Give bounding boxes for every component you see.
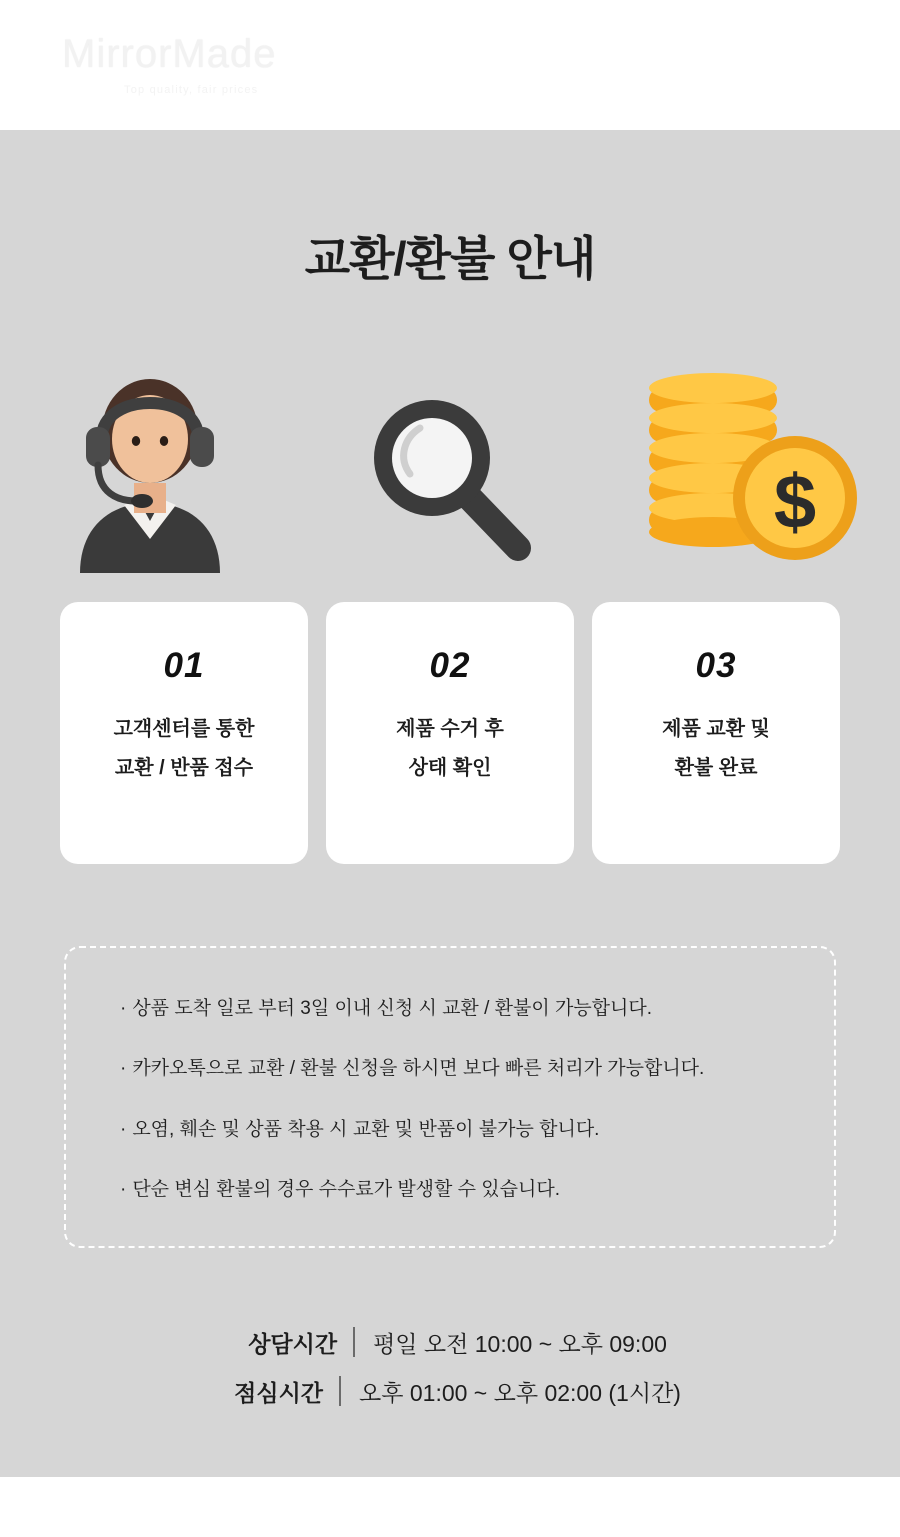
brand-tagline: Top quality, fair prices [124, 84, 259, 96]
step-line: 제품 교환 및 [662, 718, 770, 740]
note-text: 카카오톡으로 교환 / 환불 신청을 하시면 보다 빠른 처리가 가능합니다. [132, 1058, 705, 1080]
step-number: 03 [695, 646, 737, 685]
hours-label: 상담시간 [248, 1330, 338, 1357]
step-number: 02 [429, 646, 471, 685]
brand-header [0, 0, 900, 130]
magnifier-icon [350, 376, 550, 576]
list-item [120, 994, 780, 1024]
bullet-icon: · [120, 998, 127, 1019]
page-title: 교환/환불 안내 [304, 232, 596, 285]
hours-row [219, 1375, 681, 1408]
step-text [662, 710, 770, 788]
icon-cell-1 [30, 351, 270, 576]
hours-value: 오후 01:00 ~ 오후 02:00 (1시간) [359, 1379, 681, 1406]
headset-agent-icon [50, 361, 250, 576]
service-hours [0, 1326, 900, 1408]
bullet-icon: · [120, 1179, 127, 1201]
step-card-1 [60, 602, 308, 864]
bullet-icon: · [120, 1118, 127, 1140]
step-text [396, 710, 504, 788]
note-text: 단순 변심 환불의 경우 수수료가 발생할 수 있습니다. [132, 1179, 560, 1201]
list-item [120, 1115, 780, 1145]
step-line: 상태 확인 [408, 757, 492, 779]
step-line: 고객센터를 통한 [113, 718, 255, 740]
hours-row [233, 1326, 667, 1359]
icon-cell-3 [630, 351, 870, 576]
note-text: 오염, 훼손 및 상품 착용 시 교환 및 반품이 불가능 합니다. [132, 1118, 600, 1140]
step-card-3 [592, 602, 840, 864]
bottom-white-strip [0, 1477, 900, 1537]
hours-value: 평일 오전 10:00 ~ 오후 09:00 [373, 1330, 667, 1357]
coins-dollar-icon [635, 366, 865, 576]
list-item [120, 1175, 780, 1205]
brand-name: MirrorMade [62, 32, 277, 76]
list-item [120, 1054, 780, 1084]
step-card-2 [326, 602, 574, 864]
step-line: 제품 수거 후 [396, 718, 504, 740]
step-number: 01 [163, 646, 205, 685]
step-line: 환불 완료 [674, 757, 758, 779]
svg-text:$: $ [773, 460, 817, 545]
icon-cell-2 [330, 351, 570, 576]
hours-label: 점심시간 [234, 1379, 324, 1406]
step-line: 교환 / 반품 접수 [114, 757, 254, 779]
policy-notes-box [64, 946, 836, 1248]
step-text [114, 710, 255, 788]
note-text: 상품 도착 일로 부터 3일 이내 신청 시 교환 / 환불이 가능합니다. [132, 998, 653, 1019]
bullet-icon: · [120, 1058, 127, 1080]
steps-row [0, 602, 900, 864]
process-icons-row [0, 351, 900, 576]
guide-body [0, 130, 900, 1537]
